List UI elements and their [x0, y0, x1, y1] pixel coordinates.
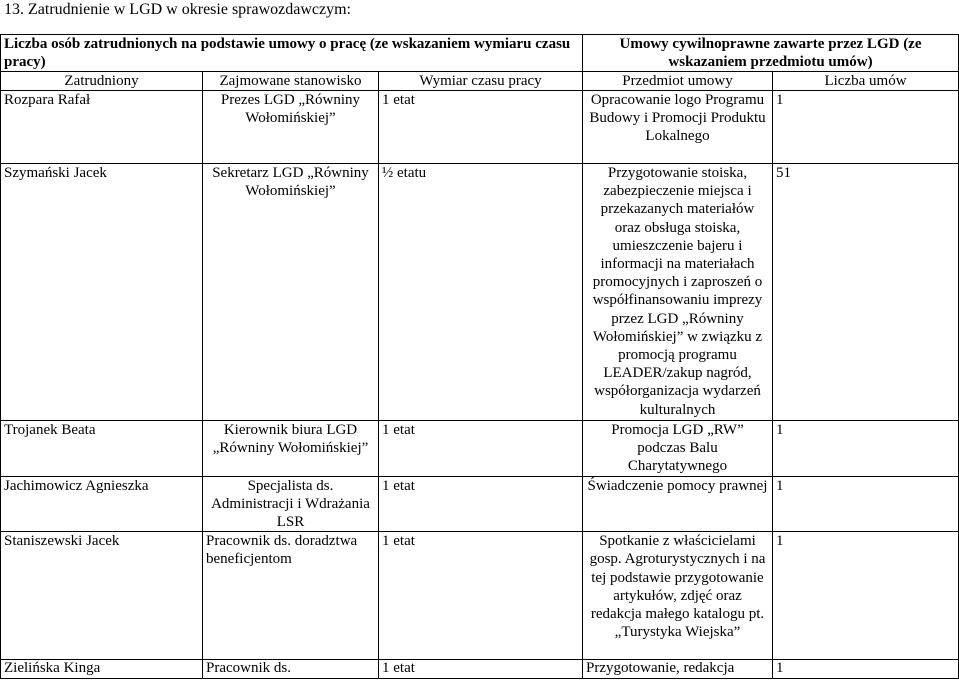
column-header: Zatrudniony	[1, 72, 203, 91]
table-row	[1, 421, 959, 477]
column-header: Wymiar czasu pracy	[379, 72, 583, 91]
working-hours: ½ etatu	[379, 164, 583, 421]
employee-position: Pracownik ds. doradztwa beneficjentom	[203, 532, 379, 660]
table-row	[1, 532, 959, 660]
contracts-group-header: Umowy cywilnoprawne zawarte przez LGD (ze wskazaniem przedmiotu umów)	[583, 35, 959, 72]
employee-name: Szymański Jacek	[1, 164, 203, 421]
working-hours: 1 etat	[379, 421, 583, 477]
employee-name: Staniszewski Jacek	[1, 532, 203, 660]
table-row	[1, 164, 959, 421]
working-hours: 1 etat	[379, 660, 583, 679]
contract-count: 1	[773, 421, 959, 477]
section-heading: 13. Zatrudnienie w LGD w okresie sprawozdawczym:	[4, 1, 351, 18]
table-row	[1, 660, 959, 679]
contract-subject: Przygotowanie, redakcja	[583, 660, 773, 679]
working-hours: 1 etat	[379, 532, 583, 660]
employee-position: Sekretarz LGD „Równiny Wołomińskiej”	[203, 164, 379, 421]
contract-subject: Przygotowanie stoiska, zabezpieczenie miejsca i przekazanych materiałów oraz obsługa stoiska, umieszczenie bajeru i informacji na materiałach promocyjnych i zaproszeń o współfinansowaniu imprezy przez LGD „Równiny Wołomińskiej” w związku z promocją programu LEADER/zakup nagród, współorganizacja wydarzeń kulturalnych	[583, 164, 773, 421]
contract-count: 1	[773, 476, 959, 532]
group-header-row	[1, 35, 959, 72]
employee-position: Prezes LGD „Równiny Wołomińskiej”	[203, 91, 379, 164]
employee-position: Specjalista ds. Administracji i Wdrażania LSR	[203, 476, 379, 532]
employee-name: Trojanek Beata	[1, 421, 203, 477]
table-row	[1, 476, 959, 532]
contract-subject: Świadczenie pomocy prawnej	[583, 476, 773, 532]
contract-subject: Opracowanie logo Programu Budowy i Promocji Produktu Lokalnego	[583, 91, 773, 164]
column-header-row	[1, 72, 959, 91]
column-header: Liczba umów	[773, 72, 959, 91]
column-header: Przedmiot umowy	[583, 72, 773, 91]
contract-count: 51	[773, 164, 959, 421]
contract-count: 1	[773, 532, 959, 660]
contract-subject: Promocja LGD „RW” podczas Balu Charytatywnego	[583, 421, 773, 477]
employee-name: Zielińska Kinga	[1, 660, 203, 679]
employment-table	[0, 34, 959, 679]
employee-position: Kierownik biura LGD „Równiny Wołomińskiej”	[203, 421, 379, 477]
employee-name: Rozpara Rafał	[1, 91, 203, 164]
working-hours: 1 etat	[379, 91, 583, 164]
contract-subject: Spotkanie z właścicielami gosp. Agroturystycznych i na tej podstawie przygotowanie artykułów, zdjęć oraz redakcja małego katalogu pt. „Turystyka Wiejska”	[583, 532, 773, 660]
employee-name: Jachimowicz Agnieszka	[1, 476, 203, 532]
contract-count: 1	[773, 660, 959, 679]
column-header: Zajmowane stanowisko	[203, 72, 379, 91]
working-hours: 1 etat	[379, 476, 583, 532]
employment-group-header: Liczba osób zatrudnionych na podstawie umowy o pracę (ze wskazaniem wymiaru czasu pracy)	[1, 35, 583, 72]
contract-count: 1	[773, 91, 959, 164]
employee-position: Pracownik ds.	[203, 660, 379, 679]
table-row	[1, 91, 959, 164]
